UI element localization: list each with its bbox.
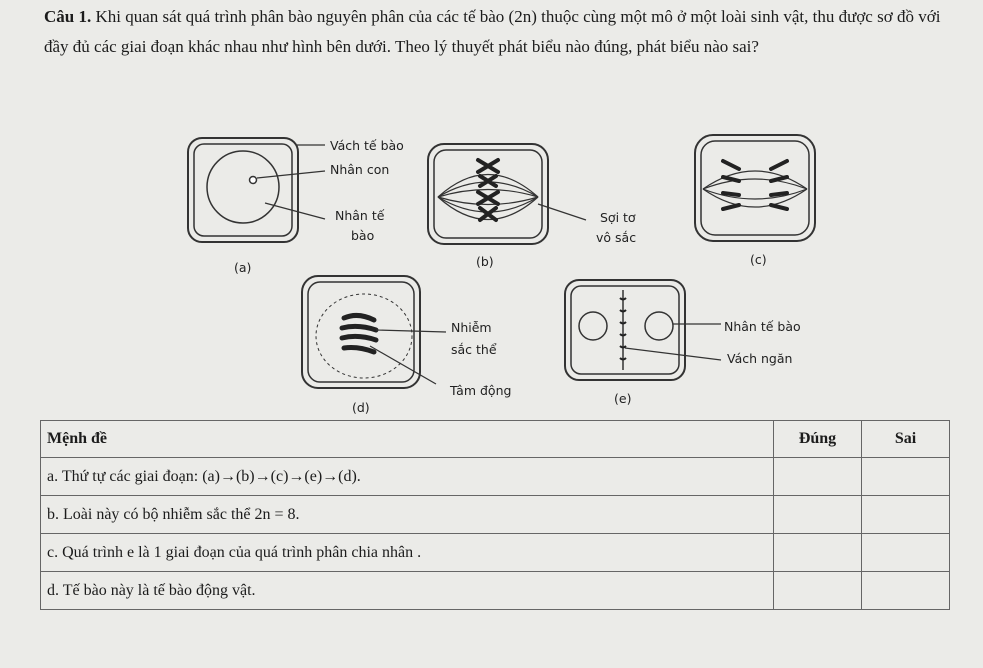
label-cell-nucleus-e: Nhân tế bào xyxy=(724,319,801,334)
label-nucleus-2: bào xyxy=(351,228,375,243)
label-e: (e) xyxy=(614,391,632,406)
header-false: Sai xyxy=(862,421,950,458)
answer-true-c[interactable] xyxy=(774,534,862,572)
label-d: (d) xyxy=(352,400,370,415)
header-statement: Mệnh đề xyxy=(41,421,774,458)
question-text: Khi quan sát quá trình phân bào nguyên phân của các tế bào (2n) thuộc cùng một mô ở một loài sinh vật, thu được sơ đồ với đầy đủ các giai đoạn khác nhau như hình bên dưới. Theo lý thuyết phát biểu nào đúng, phát biểu nào sai? xyxy=(44,7,941,56)
cell-diagram-a xyxy=(185,135,325,245)
label-centromere: Tâm động xyxy=(450,383,512,398)
label-septum: Vách ngăn xyxy=(727,351,793,366)
answer-false-d[interactable] xyxy=(862,572,950,610)
table-row xyxy=(41,572,950,610)
header-true: Đúng xyxy=(774,421,862,458)
label-spindle-2: vô sắc xyxy=(596,230,637,245)
answer-true-b[interactable] xyxy=(774,496,862,534)
cell-diagram-e xyxy=(563,278,723,388)
question-number: Câu 1. xyxy=(44,7,92,26)
table-row xyxy=(41,458,950,496)
answer-true-d[interactable] xyxy=(774,572,862,610)
cell-diagram-d xyxy=(300,274,450,394)
statement-c: c. Quá trình e là 1 giai đoạn của quá trình phân chia nhân . xyxy=(41,534,774,572)
label-cell-wall: Vách tế bào xyxy=(330,138,404,153)
label-a: (a) xyxy=(234,260,252,275)
table-row xyxy=(41,534,950,572)
table-row xyxy=(41,496,950,534)
statement-table xyxy=(40,420,950,610)
answer-true-a[interactable] xyxy=(774,458,862,496)
label-b: (b) xyxy=(476,254,494,269)
label-nucleolus: Nhân con xyxy=(330,162,390,177)
label-spindle-1: Sợi tơ xyxy=(600,210,636,225)
answer-false-b[interactable] xyxy=(862,496,950,534)
table-header-row xyxy=(41,421,950,458)
question xyxy=(44,2,969,62)
answer-false-c[interactable] xyxy=(862,534,950,572)
statement-a: a. Thứ tự các giai đoạn: (a)→(b)→(c)→(e)→(d). xyxy=(41,458,774,496)
cell-diagram-c xyxy=(693,133,818,245)
label-nucleus-1: Nhân tế xyxy=(335,208,385,223)
statement-d: d. Tế bào này là tế bào động vật. xyxy=(41,572,774,610)
label-chromosome-2: sắc thể xyxy=(451,342,497,357)
label-c: (c) xyxy=(750,252,767,267)
answer-false-a[interactable] xyxy=(862,458,950,496)
statement-b: b. Loài này có bộ nhiễm sắc thể 2n = 8. xyxy=(41,496,774,534)
label-chromosome-1: Nhiễm xyxy=(451,320,492,335)
